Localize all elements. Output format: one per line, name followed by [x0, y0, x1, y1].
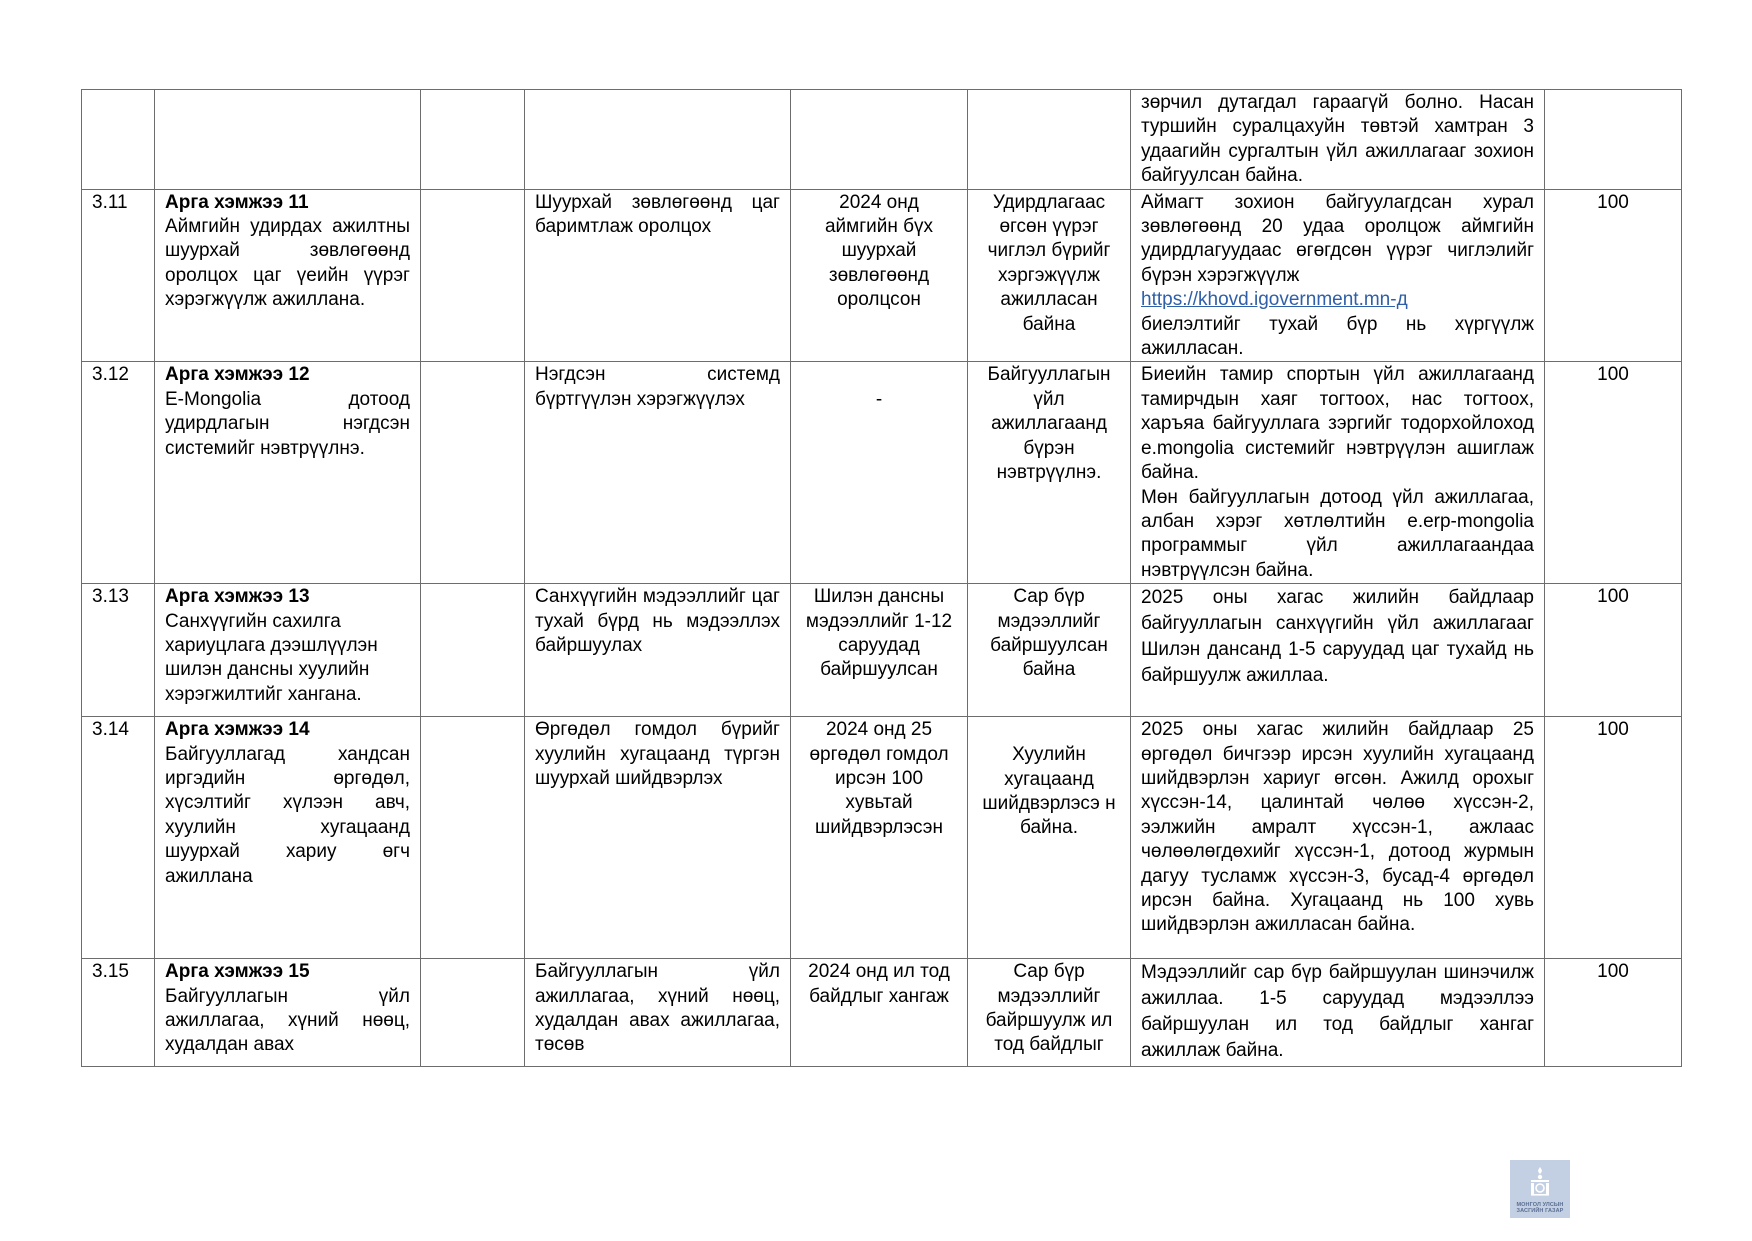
measure-desc: Байгууллагын үйл ажиллагаа, хүний нөөц, худалдан авах [165, 985, 410, 1056]
government-logo [1510, 1160, 1570, 1218]
action-cell: Санхүүгийн мэдээллийг цаг тухай бүрд нь мэдээллэх байршуулах [525, 584, 791, 717]
target-cell: Удирдлагаас өгсөн үүрэг чиглэл бүрийг хэргэжүүлж ажилласан байна [968, 189, 1131, 362]
blank-cell [421, 959, 525, 1067]
result-text-after: биелэлтийг тухай бүр нь хүргүүлж ажилласан. [1141, 313, 1534, 360]
measure-desc: Аймгийн удирдах ажилтны шуурхай зөвлөгөөнд оролцох цаг үеийн үүрэг хэрэгжүүлж ажиллана. [165, 216, 410, 311]
table-row [82, 584, 1682, 717]
measure-cell [155, 959, 421, 1067]
action-cell: Нэгдсэн системд бүртгүүлэн хэрэгжүүлэх [525, 362, 791, 584]
result-cell [1131, 189, 1545, 362]
num-cell: 3.14 [82, 717, 155, 959]
logo-text-line1: МОНГОЛ УЛСЫН [1516, 1202, 1564, 1208]
result-link[interactable]: https://khovd.igovernment.mn-д [1141, 289, 1408, 311]
score-cell: 100 [1545, 717, 1682, 959]
blank-cell [421, 362, 525, 584]
blank-cell [421, 584, 525, 717]
result-cell [1131, 362, 1545, 584]
result-text: Биеийн тамир спортын үйл ажиллагаанд тамирчдын хаяг тогтоох, нас тогтоох, харъяа байгууллага зэргийг тодорхойлоход e.mongolia системийг нэвтрүүлэн ашиглаж байна. [1141, 364, 1534, 484]
measure-desc: E-Mongolia дотоод удирдлагын нэгдсэн системийг нэвтрүүлнэ. [165, 388, 410, 459]
num-cell: 3.15 [82, 959, 155, 1067]
result-cell: 2025 оны хагас жилийн байдлаар байгууллагын санхүүгийн үйл ажиллагааг Шилэн дансанд 1-5 саруудад цаг тухайд нь байршуулж ажиллаа. [1131, 584, 1545, 717]
table-row [82, 717, 1682, 959]
table-row [82, 189, 1682, 362]
blank-cell [421, 189, 525, 362]
report-table [81, 89, 1682, 1067]
target-cell: Хуулийн хугацаанд шийдвэрлэсэ н байна. [968, 717, 1131, 959]
score-cell: 100 [1545, 959, 1682, 1067]
target-cell: Сар бүр мэдээллийг байршуулсан байна [968, 584, 1131, 717]
action-cell [525, 90, 791, 190]
score-cell [1545, 90, 1682, 190]
indicator-cell [791, 90, 968, 190]
logo-text-line2: ЗАСГИЙН ГАЗАР [1516, 1208, 1564, 1214]
measure-cell [155, 189, 421, 362]
num-cell: 3.13 [82, 584, 155, 717]
table-row [82, 362, 1682, 584]
score-cell: 100 [1545, 189, 1682, 362]
result-text: Аймагт зохион байгуулагдсан хурал зөвлөгөөнд 20 удаа оролцож аймгийн удирдлагуудаас өгөгдсөн үүрэг чиглэлийг бүрэн хэрэгжүүлж [1141, 191, 1534, 286]
measure-cell [155, 584, 421, 717]
num-cell: 3.11 [82, 189, 155, 362]
num-cell [82, 90, 155, 190]
measure-title: Арга хэмжээ 15 [165, 961, 310, 983]
measure-title: Арга хэмжээ 11 [165, 191, 309, 213]
measure-title: Арга хэмжээ 12 [165, 364, 310, 386]
action-cell: Шуурхай зөвлөгөөнд цаг баримтлаж оролцох [525, 189, 791, 362]
measure-cell [155, 717, 421, 959]
measure-title: Арга хэмжээ 14 [165, 719, 310, 741]
blank-cell [421, 90, 525, 190]
measure-cell [155, 90, 421, 190]
score-cell: 100 [1545, 584, 1682, 717]
num-cell: 3.12 [82, 362, 155, 584]
target-cell: Сар бүр мэдээллийг байршуулж ил тод байдлыг [968, 959, 1131, 1067]
result-text-2: Мөн байгууллагын дотоод үйл ажиллагаа, албан хэрэг хөтлөлтийн e.erp-mongolia программыг үйл ажиллагаандаа нэвтрүүлсэн байна. [1141, 486, 1534, 581]
table-row [82, 959, 1682, 1067]
action-cell: Өргөдөл гомдол бүрийг хуулийн хугацаанд түргэн шуурхай шийдвэрлэх [525, 717, 791, 959]
indicator-cell: 2024 онд 25 өргөдөл гомдол ирсэн 100 хувьтай шийдвэрлэсэн [791, 717, 968, 959]
score-cell: 100 [1545, 362, 1682, 584]
table-row [82, 90, 1682, 190]
measure-title: Арга хэмжээ 13 [165, 586, 310, 608]
result-cell: 2025 оны хагас жилийн байдлаар 25 өргөдөл бичгээр ирсэн хуулийн хугацаанд шийдвэрлэн хариуг өгсөн. Ажилд орохыг хүссэн-14, цалинтай чөлөө хүссэн-2, ээлжийн амралт хүссэн-1, ажлаас чөлөөлөгдөхийг хүссэн-1, дотоод журмын дагуу тусламж хүссэн-3, бусад-4 өргөдөл ирсэн байна. Хугацаанд нь 100 хувь шийдвэрлэн ажилласан байна. [1131, 717, 1545, 959]
measure-cell [155, 362, 421, 584]
soyombo-emblem-icon [1528, 1166, 1552, 1196]
blank-cell [421, 717, 525, 959]
indicator-cell: 2024 онд ил тод байдлыг хангаж [791, 959, 968, 1067]
indicator-cell: - [791, 362, 968, 584]
measure-desc: Санхүүгийн сахилга хариуцлага дээшлүүлэн шилэн дансны хуулийн хэрэгжилтийг хангана. [165, 610, 378, 705]
indicator-cell: Шилэн дансны мэдээллийг 1-12 саруудад байршуулсан [791, 584, 968, 717]
target-cell [968, 90, 1131, 190]
result-cell: Мэдээллийг сар бүр байршуулан шинэчилж ажиллаа. 1-5 саруудад мэдээллээ байршуулан ил тод байдлыг хангаг ажиллаж байна. [1131, 959, 1545, 1067]
result-cell: зөрчил дутагдал гараагүй болно. Насан туршийн суралцахуйн төвтэй хамтран 3 удаагийн сургалтын үйл ажиллагааг зохион байгуулсан байна. [1131, 90, 1545, 190]
action-cell: Байгууллагын үйл ажиллагаа, хүний нөөц, худалдан авах ажиллагаа, төсөв [525, 959, 791, 1067]
target-cell: Байгууллагын үйл ажиллагаанд бүрэн нэвтрүүлнэ. [968, 362, 1131, 584]
indicator-cell: 2024 онд аймгийн бүх шуурхай зөвлөгөөнд оролцсон [791, 189, 968, 362]
measure-desc: Байгууллагад хандсан иргэдийн өргөдөл, хүсэлтийг хүлээн авч, хуулийн хугацаанд шуурхай хариу өгч ажиллана [165, 743, 410, 887]
